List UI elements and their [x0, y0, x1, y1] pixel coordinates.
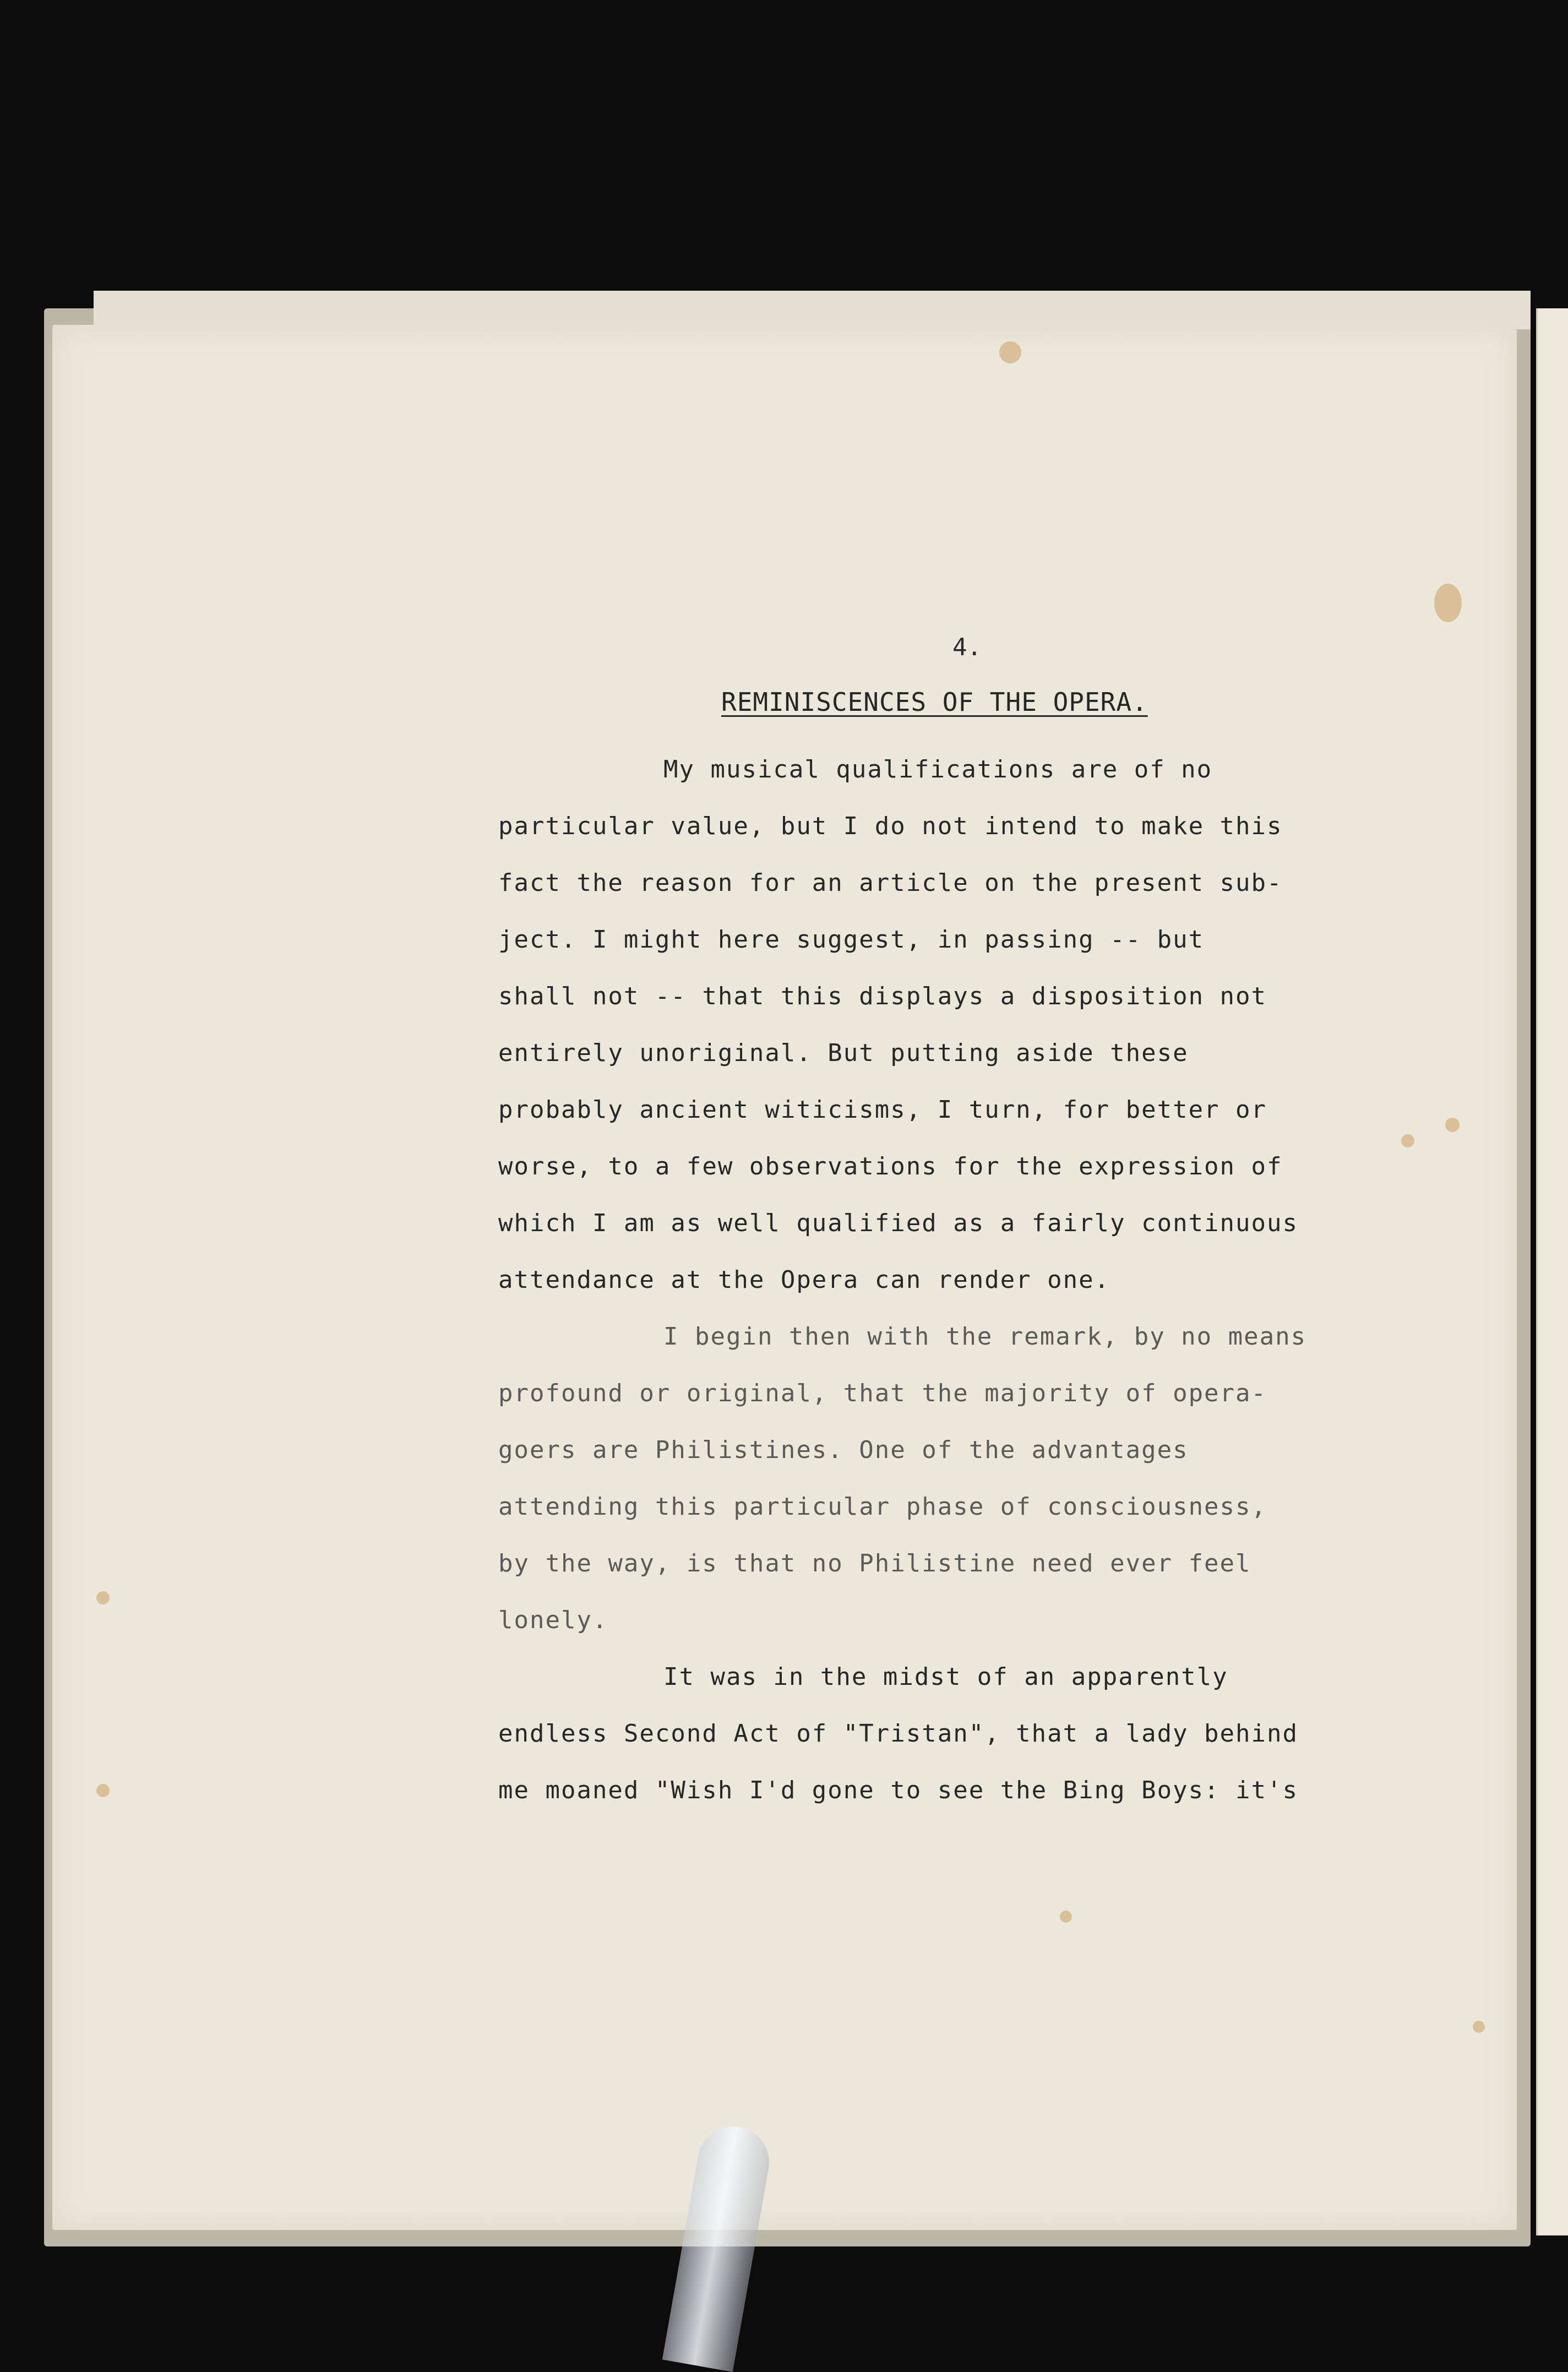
foxing-spot: [1401, 1134, 1414, 1147]
text-line: attending this particular phase of consciousness,: [498, 1493, 1267, 1521]
foxing-spot: [1434, 584, 1462, 622]
text-line: fact the reason for an article on the present sub-: [498, 869, 1283, 897]
text-line: shall not -- that this displays a disposition not: [498, 982, 1267, 1010]
foxing-spot: [96, 1784, 110, 1797]
text-line: which I am as well qualified as a fairly continuous: [498, 1209, 1299, 1237]
text-line: endless Second Act of "Tristan", that a lady behind: [498, 1720, 1299, 1748]
document-body: [498, 741, 1401, 1819]
document-title: REMINISCENCES OF THE OPERA.: [721, 687, 1148, 717]
text-line: me moaned "Wish I'd gone to see the Bing Boys: it's: [498, 1776, 1299, 1804]
text-line: My musical qualifications are of no: [663, 755, 1213, 784]
text-line: I begin then with the remark, by no means: [663, 1323, 1307, 1351]
text-line: goers are Philistines. One of the advantages: [498, 1436, 1189, 1464]
text-line: lonely.: [498, 1606, 608, 1634]
text-line: entirely unoriginal. But putting aside these: [498, 1039, 1189, 1067]
text-line: It was in the midst of an apparently: [663, 1663, 1228, 1691]
text-line: by the way, is that no Philistine need ever feel: [498, 1549, 1251, 1577]
text-line: attendance at the Opera can render one.: [498, 1266, 1110, 1294]
foxing-spot: [1473, 2021, 1485, 2033]
text-line: worse, to a few observations for the expression of: [498, 1152, 1283, 1180]
foxing-spot: [96, 1591, 110, 1604]
foxing-spot: [1445, 1118, 1460, 1132]
text-line: particular value, but I do not intend to make this: [498, 812, 1283, 840]
text-line: ject. I might here suggest, in passing -- but: [498, 926, 1205, 954]
text-line: probably ancient witicisms, I turn, for better or: [498, 1096, 1267, 1124]
adjacent-page-edge: [1536, 308, 1568, 2235]
torn-top-edge: [94, 291, 1531, 329]
page-number: 4.: [952, 633, 982, 661]
foxing-spot: [999, 341, 1021, 363]
foxing-spot: [1060, 1911, 1072, 1923]
text-line: profound or original, that the majority of opera-: [498, 1379, 1267, 1407]
